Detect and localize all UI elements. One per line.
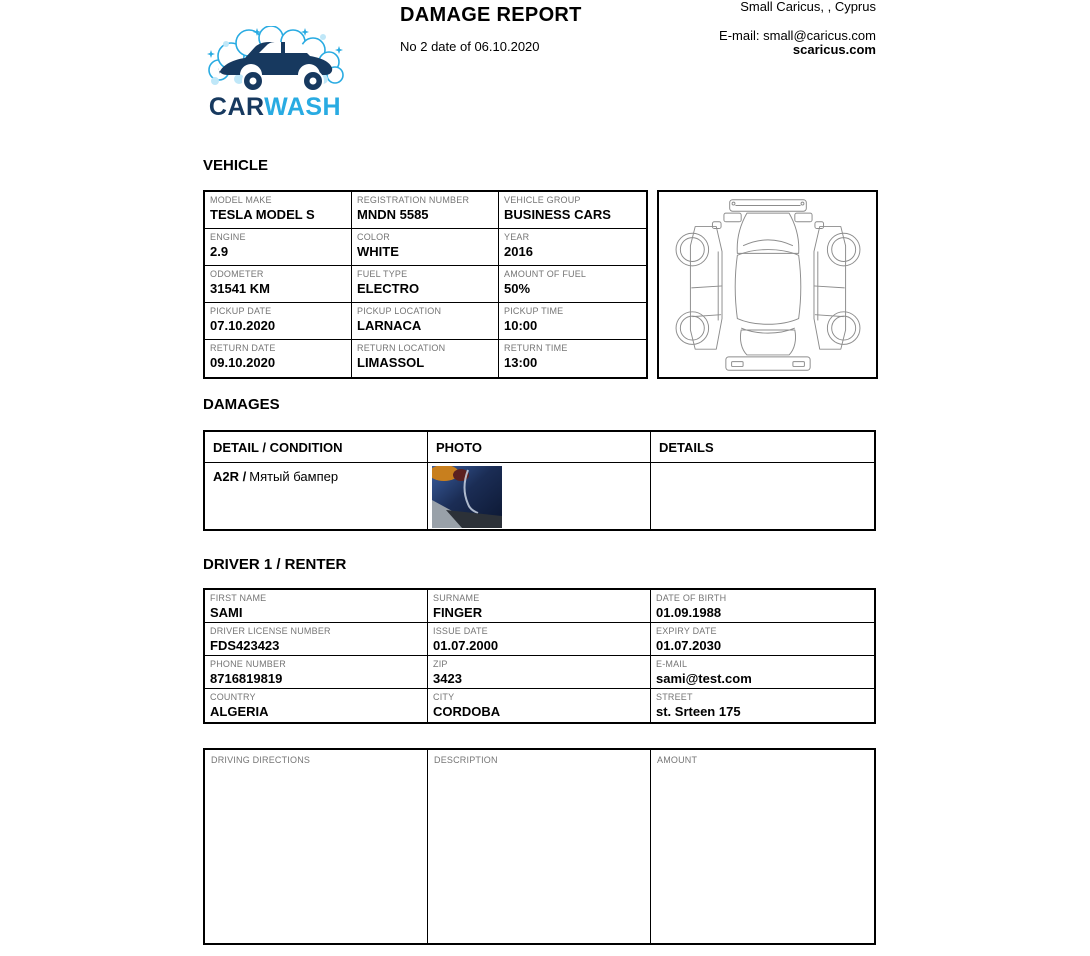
driver-field-expiry-date <box>651 623 874 656</box>
logo-wordmark <box>205 95 345 119</box>
field-label: VEHICLE GROUP <box>504 195 581 205</box>
logo-text-wash: WASH <box>264 93 342 121</box>
field-value: ELECTRO <box>357 281 420 296</box>
driver-field-issue-date <box>428 623 651 656</box>
damage-photo <box>432 466 502 528</box>
field-value: BUSINESS CARS <box>504 207 611 222</box>
damage-code: A2R / <box>213 469 247 484</box>
field-value: sami@test.com <box>656 671 752 686</box>
field-label: ISSUE DATE <box>433 626 488 636</box>
field-label: ENGINE <box>210 232 246 242</box>
driver-field-city <box>428 689 651 722</box>
carwash-logo <box>205 26 345 119</box>
field-label: MODEL MAKE <box>210 195 272 205</box>
vehicle-field-return-date <box>205 340 352 377</box>
vehicle-field-return-time <box>499 340 646 377</box>
field-label: SURNAME <box>433 593 480 603</box>
report-content <box>203 157 878 945</box>
damages-col-details: DETAILS <box>651 432 874 463</box>
field-label: RETURN LOCATION <box>357 343 446 353</box>
vehicle-field-fuel-type <box>352 266 499 303</box>
notes-table <box>203 748 876 945</box>
driver-field-date-of-birth <box>651 590 874 623</box>
damage-photo-cell <box>428 463 651 529</box>
field-value: LIMASSOL <box>357 355 425 370</box>
field-value: FDS423423 <box>210 638 280 653</box>
company-website: scaricus.com <box>792 42 876 57</box>
vehicle-field-registration-number <box>352 192 499 229</box>
field-label: COLOR <box>357 232 391 242</box>
field-value: MNDN 5585 <box>357 207 429 222</box>
driver-field-first-name <box>205 590 428 623</box>
company-contact-block <box>719 0 876 57</box>
driver-field-surname <box>428 590 651 623</box>
field-value: 3423 <box>433 671 462 686</box>
field-label: E-MAIL <box>656 659 688 669</box>
vehicle-field-model-make <box>205 192 352 229</box>
report-title-block <box>400 4 582 54</box>
damages-table <box>203 430 876 531</box>
vehicle-section <box>203 190 878 379</box>
field-value: 01.07.2000 <box>433 638 499 653</box>
field-label: RETURN DATE <box>210 343 276 353</box>
field-value: 09.10.2020 <box>210 355 276 370</box>
damage-detail-cell <box>205 463 428 529</box>
damage-condition: Мятый бампер <box>249 469 339 484</box>
vehicle-field-engine <box>205 229 352 266</box>
vehicle-field-odometer <box>205 266 352 303</box>
field-value: 8716819819 <box>210 671 283 686</box>
vehicle-field-color <box>352 229 499 266</box>
vehicle-field-amount-of-fuel <box>499 266 646 303</box>
field-value: st. Srteen 175 <box>656 704 741 719</box>
driver-field-phone-number <box>205 656 428 689</box>
car-top-view-icon <box>662 194 874 376</box>
field-value: LARNACA <box>357 318 422 333</box>
driver-field-street <box>651 689 874 722</box>
page-title: DAMAGE REPORT <box>400 4 582 26</box>
vehicle-field-year <box>499 229 646 266</box>
vehicle-field-pickup-location <box>352 303 499 340</box>
field-label: DESCRIPTION <box>434 755 498 765</box>
vehicle-field-vehicle-group <box>499 192 646 229</box>
field-label: ODOMETER <box>210 269 264 279</box>
company-email-line <box>719 29 876 43</box>
field-label: DRIVING DIRECTIONS <box>211 755 311 765</box>
driver-field-license-number <box>205 623 428 656</box>
company-location: Small Caricus, , Cyprus <box>740 0 876 14</box>
field-value: CORDOBA <box>433 704 501 719</box>
driver-field-email <box>651 656 874 689</box>
field-label: DATE OF BIRTH <box>656 593 727 603</box>
field-value: 31541 KM <box>210 281 270 296</box>
vehicle-field-pickup-date <box>205 303 352 340</box>
field-label: FIRST NAME <box>210 593 267 603</box>
field-value: 07.10.2020 <box>210 318 276 333</box>
field-value: TESLA MODEL S <box>210 207 315 222</box>
field-label: EXPIRY DATE <box>656 626 717 636</box>
logo-text-car: CAR <box>208 93 265 121</box>
field-label: DRIVER LICENSE NUMBER <box>210 626 331 636</box>
field-value: 01.09.1988 <box>656 605 722 620</box>
field-value: FINGER <box>433 605 483 620</box>
notes-description-cell <box>428 750 651 943</box>
driver-section-heading: DRIVER 1 / RENTER <box>203 556 347 573</box>
car-top-view-diagram <box>657 190 878 379</box>
field-label: REGISTRATION NUMBER <box>357 195 470 205</box>
damages-section-heading: DAMAGES <box>203 396 280 413</box>
field-label: RETURN TIME <box>504 343 568 353</box>
field-label: YEAR <box>504 232 530 242</box>
field-value: ALGERIA <box>210 704 269 719</box>
field-label: STREET <box>656 692 693 702</box>
damage-details-cell <box>651 463 874 529</box>
field-label: FUEL TYPE <box>357 269 408 279</box>
driver-table <box>203 588 876 724</box>
field-value: SAMI <box>210 605 243 620</box>
field-label: PICKUP TIME <box>504 306 564 316</box>
vehicle-section-heading: VEHICLE <box>203 157 269 174</box>
driver-field-zip <box>428 656 651 689</box>
email-label: E-mail: <box>719 28 760 43</box>
vehicle-field-pickup-time <box>499 303 646 340</box>
field-label: CITY <box>433 692 455 702</box>
field-label: PICKUP LOCATION <box>357 306 442 316</box>
field-label: AMOUNT OF FUEL <box>504 269 587 279</box>
field-label: ZIP <box>433 659 448 669</box>
field-value: WHITE <box>357 244 399 259</box>
carwash-logo-icon <box>205 26 345 92</box>
field-value: 01.07.2030 <box>656 638 722 653</box>
field-value: 2016 <box>504 244 533 259</box>
field-value: 2.9 <box>210 244 229 259</box>
field-label: COUNTRY <box>210 692 256 702</box>
field-label: PHONE NUMBER <box>210 659 286 669</box>
vehicle-table <box>203 190 648 379</box>
vehicle-field-return-location <box>352 340 499 377</box>
notes-amount-cell <box>651 750 874 943</box>
field-value: 10:00 <box>504 318 538 333</box>
field-value: 13:00 <box>504 355 538 370</box>
company-email: small@caricus.com <box>763 28 876 43</box>
notes-driving-directions-cell <box>205 750 428 943</box>
field-label: PICKUP DATE <box>210 306 272 316</box>
driver-field-country <box>205 689 428 722</box>
field-value: 50% <box>504 281 531 296</box>
field-label: AMOUNT <box>657 755 698 765</box>
damages-col-detail-condition: DETAIL / CONDITION <box>205 432 428 463</box>
report-number-date: No 2 date of 06.10.2020 <box>400 39 540 54</box>
damages-col-photo: PHOTO <box>428 432 651 463</box>
